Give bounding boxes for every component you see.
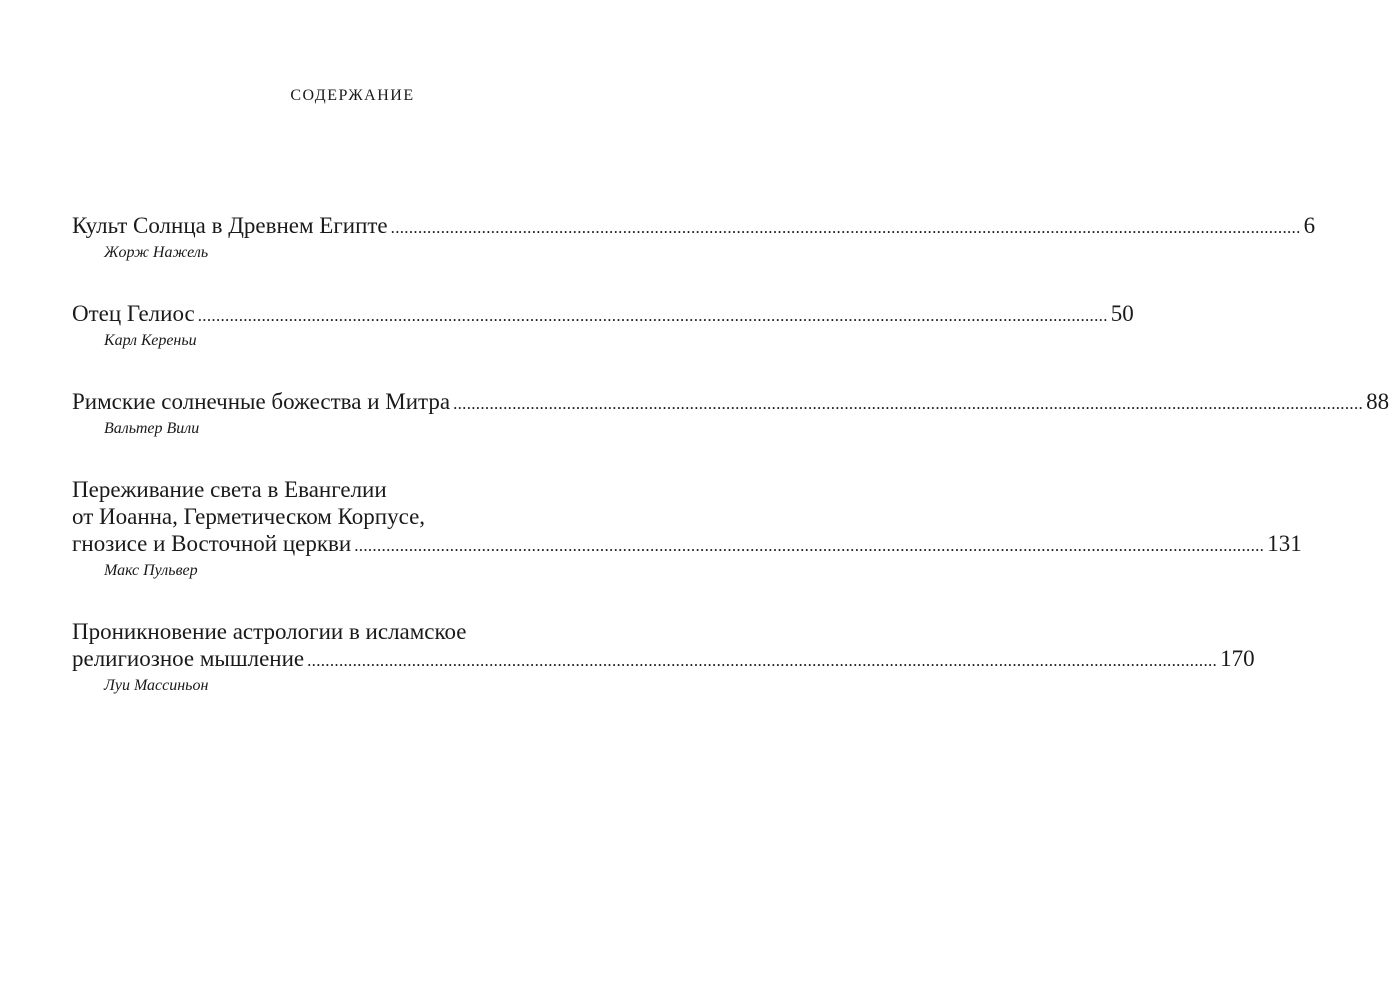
entry-author: Карл Кереньи [104, 332, 197, 349]
entry-title: гнозисе и Восточной церкви [72, 531, 352, 556]
entry-title-line: Проникновение астрологии в исламское [72, 619, 467, 644]
dot-leader: ........................................................................................................................................................................................................ [197, 306, 1108, 325]
toc-entry [72, 212, 1316, 264]
entry-title: религиозное мышление [72, 646, 305, 671]
entry-title: Римские солнечные божества и Митра [72, 389, 451, 414]
entry-title: Культ Солнца в Древнем Египте [72, 213, 388, 238]
toc-entry [72, 476, 1302, 582]
toc-entry [72, 300, 1134, 352]
dot-leader: ........................................................................................................................................................................................................ [390, 218, 1301, 237]
dot-leader: ........................................................................................................................................................................................................ [354, 536, 1265, 555]
entry-author: Макс Пульвер [104, 562, 198, 579]
dot-leader: ........................................................................................................................................................................................................ [307, 651, 1218, 670]
dot-leader: ........................................................................................................................................................................................................ [453, 394, 1364, 413]
entry-title-line: Переживание света в Евангелии [72, 477, 387, 502]
table-of-contents [72, 212, 1389, 733]
page-number: 131 [1267, 531, 1302, 556]
entry-title-line: от Иоанна, Герметическом Корпусе, [72, 504, 426, 529]
entry-author: Луи Массиньон [104, 677, 209, 694]
page-number: 170 [1220, 646, 1255, 671]
page-number: 50 [1110, 301, 1134, 326]
entry-author: Вальтер Вили [104, 420, 200, 437]
page-title: содержание [290, 80, 415, 105]
toc-entry [72, 618, 1255, 697]
entry-author: Жорж Нажель [104, 244, 209, 261]
page-number: 88 [1366, 389, 1389, 414]
entry-title: Отец Гелиос [72, 301, 195, 326]
toc-entry [72, 388, 1389, 440]
page-number: 6 [1303, 213, 1316, 238]
